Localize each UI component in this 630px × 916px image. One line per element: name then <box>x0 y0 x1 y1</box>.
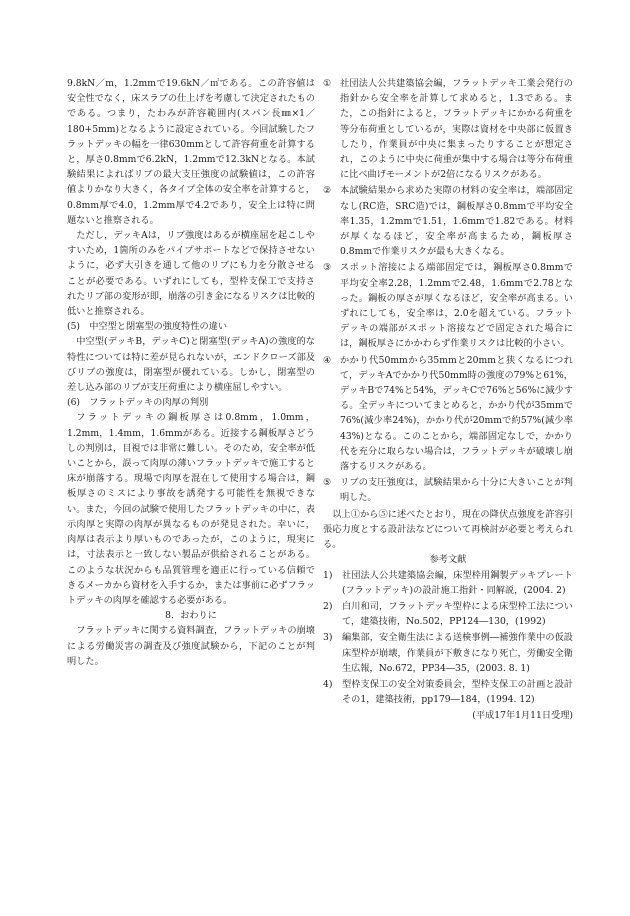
left-column <box>67 76 315 669</box>
section-heading-5: (5) 中空型と閉塞型の強度特性の違い <box>67 321 228 333</box>
reference-number: 3) <box>323 632 333 644</box>
reference-item <box>323 568 573 598</box>
finding-text: かかり代50mmから35mmと20mmと狭くなるにつれて，デッキAでかかり代50mm時の強度の79%と61%，デッキBで74%と54%，デッキCで76%と56%に減少する。全デッキについてまとめると，かかり代が35mmで76%(減少率24%)，かかり代が20mmで約57%(減少率43%)となる。このことから，端部固定なしで，かかり代を充分に取らない場合は，フラットデッキが破壊し崩落するリスクがある。 <box>340 354 573 473</box>
reference-number: 2) <box>323 600 333 612</box>
reference-number: 1) <box>323 569 333 581</box>
finding-text: リブの支圧強度は，試験結果から十分に大きいことが判明した。 <box>340 477 573 504</box>
references-title: 参考文献 <box>429 554 467 566</box>
paragraph-allowable-load: 9.8kN／m，1.2mmで19.6kN／㎡である。この許容値は安全性でなく，床スラブの仕上げを考慮して決定されたものである。つまり，たわみが許容範囲内(スパン長㎜×1／180+5mm)となるように設定されている。今回試験したフラットデッキの幅を一律630mmとして許容荷重を計算すると，厚さ0.8mmで6.2kN，1.2mmで12.3kNとなる。本試験結果によればリブの最大支圧強度の試験値は，この許容値よりかなり大きく，各タイプ全体の安全率を計算すると，0.8mm厚で4.0，1.2mm厚で4.2であり，安全上は特に問題ないと推察される。 <box>67 78 315 226</box>
finding-item <box>323 475 573 505</box>
reference-text: 編集部，安全衛生法による送検事例―補強作業中の仮設床型枠が崩壊，作業員が下敷きになり死亡，労働安全衛生広報，No.672，PP34―35，(2003. 8. 1) <box>342 632 573 674</box>
closing-paragraph: 以上①から⑤に述べたとおり，現在の降伏点強度を許容引張応力度とする設計法などについて再検討が必要と考えられる。 <box>323 508 573 551</box>
section-heading-6: (6) フラットデッキの肉厚の判別 <box>67 397 209 409</box>
finding-number: ④ <box>323 354 332 366</box>
right-column <box>323 76 573 724</box>
paragraph-deck-a-buckling: ただし，デッキAは，リブ強度はあるが横座屈を起こしやすいため，1箇所のみをパイプサポートなどで保持させないように，必ず大引きを通して他のリブにも力を分散させることが必要である。いずれにしても，型枠支保工で支持されたリブ部の変形が即，崩落の引き金になるリスクは比較的低いと推察される。 <box>67 230 315 318</box>
paragraph-thickness-identification: フラットデッキの鋼板厚さは0.8mm，1.0mm，1.2mm，1.4mm，1.6mmがある。近接する鋼板厚さどうしの判別は，目視では非常に難しい。そのため，安全率が低いことから，誤って肉厚の薄いフラットデッキで施工すると床が崩落する。現場で肉厚を混在して使用する場合は，鋼板厚さのミスにより事故を誘発する可能性を無視できない。また，今回の試験で使用したフラットデッキの中に，表示肉厚と実際の肉厚が異なるものが発見された。幸いに，肉厚は表示より厚いものであったが，このように，現実には，寸法表示と一致しない製品が供給されることがある。このような状況からも品質管理を適正に行っている信頼できるメーカから資材を入手するか，または事前に必ずフラットデッキの肉厚を確認する必要がある。 <box>67 412 315 606</box>
finding-number: ⑤ <box>323 477 332 489</box>
reference-item <box>323 599 573 629</box>
conclusion-heading: 8．おわりに <box>165 610 217 622</box>
finding-item <box>323 76 573 182</box>
finding-text: スポット溶接による端部固定では，鋼板厚さ0.8mmで平均安全率2.28，1.2mmで2.48，1.6mmで2.78となった。鋼板の厚さが厚くなるほど，安全率が高まる。いずれにしても，安全率は，2.0を超えている。フラットデッキの端部がスポット溶接などで固定された場合には，鋼板厚さにかかわらず作業リスクは比較的小さい。 <box>340 262 573 350</box>
reference-item <box>323 630 573 676</box>
finding-item <box>323 260 573 351</box>
reference-item <box>323 677 573 707</box>
references-list <box>323 568 573 708</box>
paragraph-hollow-vs-closed: 中空型(デッキB，デッキC)と閉塞型(デッキA)の強度的な特性については特に差が見られないが，エンドクローズ部及びリブの強度は，閉塞型が優れている。しかし，閉塞型の差し込み部のリブが支圧荷重により横座屈しやすい。 <box>67 336 315 394</box>
finding-number: ① <box>323 78 332 89</box>
finding-number: ② <box>323 185 332 197</box>
finding-item <box>323 183 573 259</box>
reference-text: 社団法人公共建築協会編，床型枠用鋼製デッキプレート(フラットデッキ)の設計施工指針・同解説，(2004. 2) <box>342 569 573 596</box>
reference-text: 白川和司，フラットデッキ型枠による床型枠工法について，建築技術，No.502，PP124―130，(1992) <box>342 600 573 628</box>
finding-item <box>323 353 573 475</box>
finding-number: ③ <box>323 262 332 274</box>
paragraph-conclusion-intro: フラットデッキに関する資料調査，フラットデッキの崩壊による労働災害の調査及び強度試験から，下記のことが判明した。 <box>67 625 315 667</box>
reference-number: 4) <box>323 678 333 690</box>
received-date: (平成17年1月11日受理) <box>472 710 573 722</box>
finding-text: 本試験結果から求めた実際の材料の安全率は，端部固定なし(RC造，SRC造)では，鋼板厚さ0.8mmで平均安全率1.35，1.2mmで1.51，1.6mmで1.82である。材料が厚くなるほど，安全率が高まるため，鋼板厚さ0.8mmで作業リスクが最も大きくなる。 <box>340 185 573 258</box>
reference-text: 型枠支保工の安全対策委員会，型枠支保工の計画と設計その1，建築技術，pp179―184，(1994. 12) <box>342 678 573 706</box>
finding-text: 社団法人公共建築協会編，フラットデッキ工業会発行の指針から安全率を計算して求めると，1.3である。また，この指針によると，フラットデッキにかかる荷重を等分布荷重としているが，実際は資材を中央部に仮置きしたり，作業員が中央に集まったりすることが想定され，このように中央に荷重が集中する場合は等分布荷重に比べ曲げモーメントが2倍になるリスクがある。 <box>340 78 573 181</box>
